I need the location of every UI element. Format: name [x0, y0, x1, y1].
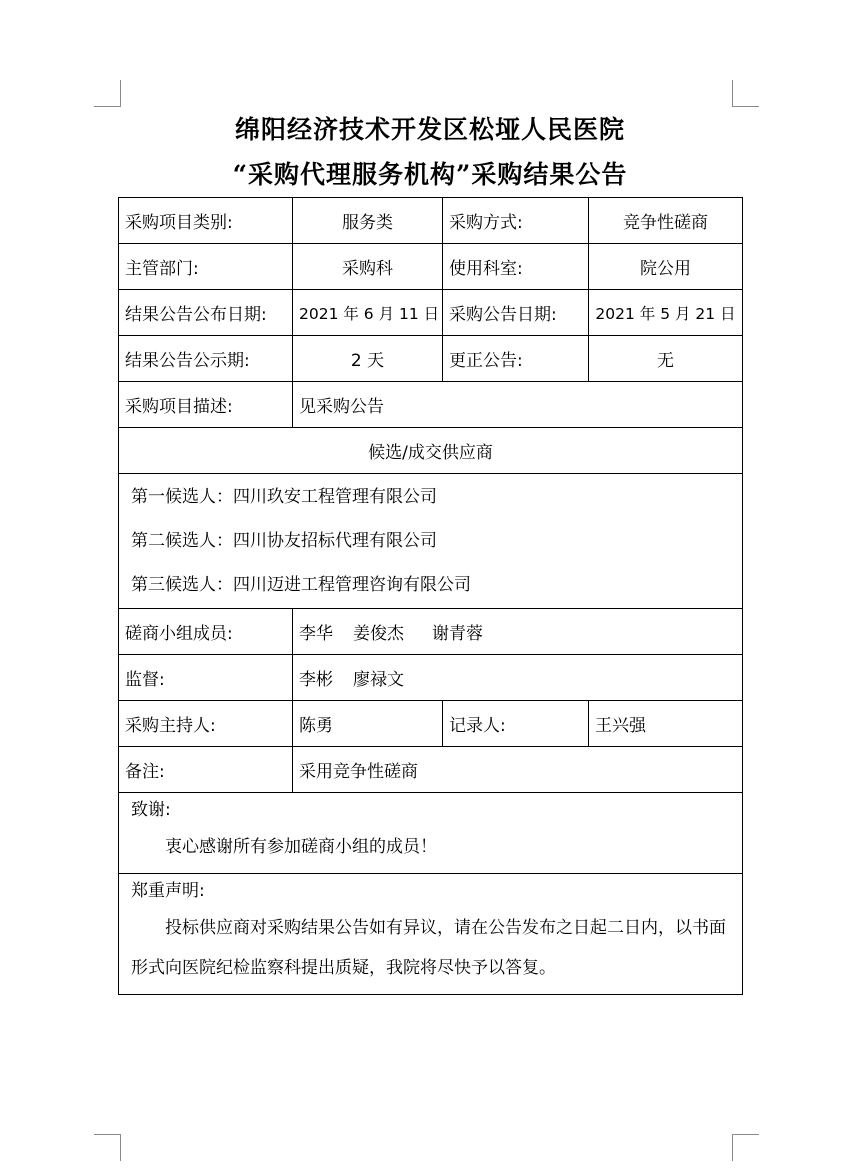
table-row — [119, 244, 743, 290]
user-dept-value: 院公用 — [589, 244, 743, 290]
result-date-value: 2021 年 6 月 11 日 — [293, 290, 443, 336]
page-corner-mark-top-right — [732, 80, 759, 107]
statement-label: 郑重声明: — [131, 881, 205, 901]
category-label: 采购项目类别: — [119, 198, 293, 244]
recorder-label: 记录人: — [443, 701, 589, 747]
supervisor: 廖禄文 — [353, 670, 404, 690]
panel-member: 李华 — [299, 624, 333, 644]
period-label: 结果公告公示期: — [119, 336, 293, 382]
statement-cell — [119, 874, 743, 995]
correction-label: 更正公告: — [443, 336, 589, 382]
table-row — [119, 874, 743, 995]
page-corner-mark-bottom-left — [94, 1134, 121, 1161]
document-title-line2: “采购代理服务机构”采购结果公告 — [232, 160, 628, 189]
dept-label: 主管部门: — [119, 244, 293, 290]
table-row — [119, 382, 743, 428]
table-row — [119, 701, 743, 747]
table-row — [119, 793, 743, 874]
method-label: 采购方式: — [443, 198, 589, 244]
document-title-line1: 绵阳经济技术开发区松垭人民医院 — [234, 115, 625, 144]
supervisor: 李彬 — [299, 670, 333, 690]
host-label: 采购主持人: — [119, 701, 293, 747]
third-candidate: 第三候选人：四川迈进工程管理咨询有限公司 — [131, 575, 471, 595]
panel-member: 谢青蓉 — [432, 624, 483, 644]
page-corner-mark-top-left — [94, 80, 121, 107]
period-value: 2 天 — [293, 336, 443, 382]
thanks-label: 致谢: — [131, 800, 171, 820]
candidates-cell — [119, 474, 743, 609]
description-label: 采购项目描述: — [119, 382, 293, 428]
thanks-cell — [119, 793, 743, 874]
page-corner-mark-bottom-right — [732, 1134, 759, 1161]
category-value: 服务类 — [293, 198, 443, 244]
method-value: 竞争性磋商 — [589, 198, 743, 244]
notice-date-value: 2021 年 5 月 21 日 — [589, 290, 743, 336]
table-row — [119, 428, 743, 474]
table-row — [119, 336, 743, 382]
second-candidate: 第二候选人：四川协友招标代理有限公司 — [131, 531, 437, 551]
description-value: 见采购公告 — [293, 382, 743, 428]
panel-member: 姜俊杰 — [353, 624, 404, 644]
thanks-text: 衷心感谢所有参加磋商小组的成员！ — [165, 837, 437, 857]
panel-members — [293, 609, 743, 655]
table-row — [119, 474, 743, 609]
supervision-members — [293, 655, 743, 701]
panel-label: 磋商小组成员: — [119, 609, 293, 655]
remarks-label: 备注: — [119, 747, 293, 793]
table-row — [119, 290, 743, 336]
user-dept-label: 使用科室: — [443, 244, 589, 290]
table-row — [119, 655, 743, 701]
table-row — [119, 747, 743, 793]
notice-date-label: 采购公告日期: — [443, 290, 589, 336]
dept-value: 采购科 — [293, 244, 443, 290]
suppliers-header: 候选/成交供应商 — [119, 428, 743, 474]
statement-text: 投标供应商对采购结果公告如有异议，请在公告发布之日起二日内，以书面形式向医院纪检监察科提出质疑，我院将尽快予以答复。 — [131, 918, 726, 978]
recorder-value: 王兴强 — [589, 701, 743, 747]
table-row — [119, 198, 743, 244]
supervision-label: 监督: — [119, 655, 293, 701]
correction-value: 无 — [589, 336, 743, 382]
table-row — [119, 609, 743, 655]
remarks-value: 采用竞争性磋商 — [293, 747, 743, 793]
first-candidate: 第一候选人：四川玖安工程管理有限公司 — [131, 487, 437, 507]
procurement-result-table — [118, 197, 743, 995]
host-value: 陈勇 — [293, 701, 443, 747]
result-date-label: 结果公告公布日期: — [119, 290, 293, 336]
